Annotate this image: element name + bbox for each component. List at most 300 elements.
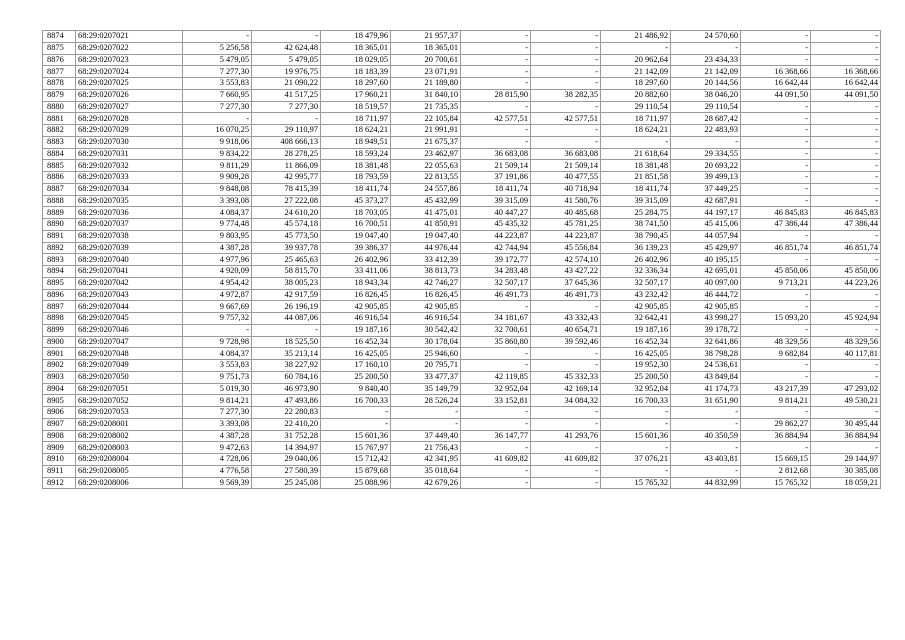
cell-value-col-9: 2 812,68 (741, 465, 811, 477)
cell-value-col-6: 41 580,76 (531, 195, 601, 207)
cell-value-col-10: - (811, 442, 881, 454)
cell-value-col-8: 21 142,09 (671, 66, 741, 78)
cell-value-col-10: - (811, 289, 881, 301)
cell-value-col-4: 31 840,10 (391, 89, 461, 101)
cell-value-col-8: - (671, 465, 741, 477)
cell-value-col-7: 16 425,05 (601, 348, 671, 360)
table-row (43, 183, 881, 195)
cell-value-col-10: 16 642,44 (811, 78, 881, 90)
cell-value-col-4: 38 813,73 (391, 266, 461, 278)
cell-value-col-3: 45 373,27 (321, 195, 391, 207)
cell-value-col-4: 42 905,85 (391, 301, 461, 313)
cell-value-col-10: 44 223,26 (811, 277, 881, 289)
cell-value-col-5: - (461, 136, 531, 148)
cell-value-col-10: - (811, 254, 881, 266)
cell-value-col-4: 21 756,43 (391, 442, 461, 454)
cell-row-number: 8895 (43, 277, 76, 289)
cell-value-col-8: 29 334,55 (671, 148, 741, 160)
cell-value-col-9: 29 862,27 (741, 418, 811, 430)
cell-value-col-5: 35 860,80 (461, 336, 531, 348)
cell-value-col-7: 16 700,33 (601, 395, 671, 407)
cell-value-col-10: - (811, 125, 881, 137)
cell-value-col-3: 18 519,57 (321, 101, 391, 113)
cell-value-col-3: 9 840,40 (321, 383, 391, 395)
cell-row-number: 8910 (43, 454, 76, 466)
cell-value-col-2: 60 784,16 (252, 371, 321, 383)
cell-value-col-1: 3 553,83 (183, 78, 252, 90)
cell-cadastral-code: 68:29:0207042 (76, 277, 183, 289)
cadastral-value-table (42, 30, 881, 489)
cell-value-col-8: 38 798,28 (671, 348, 741, 360)
table-row (43, 113, 881, 125)
cell-value-col-8: 40 350,59 (671, 430, 741, 442)
cell-value-col-9: 16 368,66 (741, 66, 811, 78)
cell-cadastral-code: 68:29:0207026 (76, 89, 183, 101)
cell-value-col-3: 18 381,48 (321, 160, 391, 172)
table-row (43, 101, 881, 113)
cell-value-col-2: - (252, 31, 321, 43)
cell-value-col-8: 42 905,85 (671, 301, 741, 313)
cell-value-col-10: 48 329,56 (811, 336, 881, 348)
cell-value-col-9: - (741, 301, 811, 313)
cell-value-col-7: 25 284,75 (601, 207, 671, 219)
cell-value-col-8: 40 195,15 (671, 254, 741, 266)
cell-value-col-7: 21 618,64 (601, 148, 671, 160)
cell-value-col-2: 25 465,63 (252, 254, 321, 266)
cell-value-col-5: 32 507,17 (461, 277, 531, 289)
table-row (43, 66, 881, 78)
cell-value-col-7: 26 402,96 (601, 254, 671, 266)
cell-row-number: 8906 (43, 407, 76, 419)
cell-row-number: 8896 (43, 289, 76, 301)
cell-value-col-8: 22 483,93 (671, 125, 741, 137)
cell-value-col-4: - (391, 407, 461, 419)
table-row (43, 465, 881, 477)
cell-value-col-9: - (741, 360, 811, 372)
cell-row-number: 8909 (43, 442, 76, 454)
table-row (43, 324, 881, 336)
table-body (43, 31, 881, 489)
table-row (43, 42, 881, 54)
cell-value-col-2: 46 973,90 (252, 383, 321, 395)
cell-cadastral-code: 68:29:0207040 (76, 254, 183, 266)
cell-value-col-5: 18 411,74 (461, 183, 531, 195)
cell-value-col-4: 22 055,63 (391, 160, 461, 172)
table-row (43, 395, 881, 407)
cell-value-col-2: 28 278,25 (252, 148, 321, 160)
cell-value-col-7: 36 139,23 (601, 242, 671, 254)
cell-value-col-5: 21 509,14 (461, 160, 531, 172)
cell-value-col-7: - (601, 407, 671, 419)
cell-value-col-2: 21 090,22 (252, 78, 321, 90)
cell-value-col-5: 34 283,48 (461, 266, 531, 278)
cell-row-number: 8880 (43, 101, 76, 113)
cell-value-col-5: 44 223,87 (461, 230, 531, 242)
cell-value-col-4: 16 826,45 (391, 289, 461, 301)
cell-value-col-4: 21 675,37 (391, 136, 461, 148)
cell-value-col-4: 37 449,40 (391, 430, 461, 442)
table-row (43, 407, 881, 419)
cell-value-col-6: 40 477,55 (531, 172, 601, 184)
cell-value-col-5: 39 315,09 (461, 195, 531, 207)
cell-cadastral-code: 68:29:0208001 (76, 418, 183, 430)
cell-value-col-9: - (741, 289, 811, 301)
cell-cadastral-code: 68:29:0207021 (76, 31, 183, 43)
cell-cadastral-code: 68:29:0207025 (76, 78, 183, 90)
cell-value-col-5: 33 152,81 (461, 395, 531, 407)
cell-value-col-1: 3 393,08 (183, 195, 252, 207)
cell-value-col-1: 16 070,25 (183, 125, 252, 137)
cell-value-col-7: - (601, 465, 671, 477)
cell-value-col-6: 37 645,36 (531, 277, 601, 289)
cell-value-col-1: 9 667,69 (183, 301, 252, 313)
cell-value-col-1: 3 393,08 (183, 418, 252, 430)
cell-row-number: 8874 (43, 31, 76, 43)
cell-cadastral-code: 68:29:0207049 (76, 360, 183, 372)
cell-value-col-3: 18 793,59 (321, 172, 391, 184)
cell-value-col-1: 9 751,73 (183, 371, 252, 383)
cell-value-col-8: 39 178,72 (671, 324, 741, 336)
cell-value-col-9: 16 642,44 (741, 78, 811, 90)
cell-cadastral-code: 68:29:0207053 (76, 407, 183, 419)
cell-value-col-10: 18 059,21 (811, 477, 881, 489)
cell-row-number: 8875 (43, 42, 76, 54)
cell-value-col-3: 18 479,96 (321, 31, 391, 43)
cell-value-col-2: - (252, 113, 321, 125)
cell-value-col-4: 21 957,37 (391, 31, 461, 43)
cell-value-col-5: - (461, 101, 531, 113)
cell-value-col-9: - (741, 148, 811, 160)
cell-value-col-8: 29 110,54 (671, 101, 741, 113)
cell-value-col-3: 25 200,50 (321, 371, 391, 383)
cell-value-col-5: - (461, 54, 531, 66)
cell-value-col-6: 40 718,94 (531, 183, 601, 195)
cell-value-col-4: 22 105,84 (391, 113, 461, 125)
cell-value-col-2: 35 213,14 (252, 348, 321, 360)
cell-value-col-10: - (811, 230, 881, 242)
cell-value-col-6: 41 609,82 (531, 454, 601, 466)
cell-value-col-6: - (531, 31, 601, 43)
table-row (43, 31, 881, 43)
cell-value-col-1: 4 728,06 (183, 454, 252, 466)
cell-row-number: 8893 (43, 254, 76, 266)
cell-value-col-9: - (741, 254, 811, 266)
cell-value-col-2: 24 610,20 (252, 207, 321, 219)
cell-value-col-9: - (741, 54, 811, 66)
cell-row-number: 8905 (43, 395, 76, 407)
cell-value-col-10: - (811, 195, 881, 207)
cell-value-col-8: 28 687,42 (671, 113, 741, 125)
cell-value-col-10: 30 495,44 (811, 418, 881, 430)
cell-value-col-6: 39 592,46 (531, 336, 601, 348)
cell-value-col-8: 20 693,22 (671, 160, 741, 172)
cell-cadastral-code: 68:29:0208002 (76, 430, 183, 442)
table-row (43, 430, 881, 442)
cell-value-col-6: 21 509,14 (531, 160, 601, 172)
cell-value-col-3: 25 088,96 (321, 477, 391, 489)
cell-value-col-10: 47 293,02 (811, 383, 881, 395)
cell-value-col-6: 45 332,33 (531, 371, 601, 383)
table-row (43, 477, 881, 489)
cell-value-col-8: - (671, 418, 741, 430)
cell-cadastral-code: 68:29:0208004 (76, 454, 183, 466)
cell-value-col-8: 24 570,60 (671, 31, 741, 43)
table-row (43, 160, 881, 172)
cell-value-col-7: 38 790,45 (601, 230, 671, 242)
cell-value-col-6: - (531, 42, 601, 54)
cell-value-col-1: 9 472,63 (183, 442, 252, 454)
cell-value-col-5: - (461, 477, 531, 489)
cell-cadastral-code: 68:29:0207051 (76, 383, 183, 395)
cell-value-col-10: 29 144,97 (811, 454, 881, 466)
cell-value-col-1: 7 660,95 (183, 89, 252, 101)
cell-value-col-3: 18 949,51 (321, 136, 391, 148)
cell-value-col-6: - (531, 348, 601, 360)
cell-value-col-2: 22 280,83 (252, 407, 321, 419)
cell-value-col-2: 22 410,20 (252, 418, 321, 430)
cell-value-col-3: 17 960,21 (321, 89, 391, 101)
table-row (43, 254, 881, 266)
cell-value-col-5: - (461, 407, 531, 419)
cell-value-col-1: 9 757,32 (183, 313, 252, 325)
cell-row-number: 8876 (43, 54, 76, 66)
cell-value-col-8: 31 651,90 (671, 395, 741, 407)
table-row (43, 313, 881, 325)
cell-value-col-6: - (531, 407, 601, 419)
cell-value-col-3: 16 826,45 (321, 289, 391, 301)
cell-value-col-2: 29 040,06 (252, 454, 321, 466)
cell-row-number: 8891 (43, 230, 76, 242)
cell-row-number: 8908 (43, 430, 76, 442)
cell-value-col-4: 45 432,99 (391, 195, 461, 207)
cell-value-col-9: 44 091,50 (741, 89, 811, 101)
cell-value-col-4: 46 916,54 (391, 313, 461, 325)
cell-value-col-5: 36 147,77 (461, 430, 531, 442)
cell-value-col-7: - (601, 418, 671, 430)
table-row (43, 301, 881, 313)
cell-row-number: 8901 (43, 348, 76, 360)
cell-cadastral-code: 68:29:0207045 (76, 313, 183, 325)
cell-value-col-3: 16 700,51 (321, 219, 391, 231)
cell-value-col-5: 40 447,27 (461, 207, 531, 219)
cell-row-number: 8881 (43, 113, 76, 125)
cell-value-col-7: 18 711,97 (601, 113, 671, 125)
cell-value-col-3: - (321, 407, 391, 419)
cell-cadastral-code: 68:29:0207028 (76, 113, 183, 125)
cell-value-col-1: 9 834,22 (183, 148, 252, 160)
cell-value-col-10: - (811, 113, 881, 125)
cell-value-col-8: 24 536,61 (671, 360, 741, 372)
cell-value-col-4: - (391, 418, 461, 430)
cell-value-col-4: 33 477,37 (391, 371, 461, 383)
cell-value-col-8: 43 403,81 (671, 454, 741, 466)
cell-value-col-7: 38 741,50 (601, 219, 671, 231)
cell-cadastral-code: 68:29:0207036 (76, 207, 183, 219)
cell-value-col-4: 41 850,91 (391, 219, 461, 231)
cell-value-col-6: 41 293,76 (531, 430, 601, 442)
cell-value-col-10: 46 845,83 (811, 207, 881, 219)
cell-cadastral-code: 68:29:0207024 (76, 66, 183, 78)
cell-value-col-2: 29 110,97 (252, 125, 321, 137)
cell-value-col-10: - (811, 148, 881, 160)
cell-row-number: 8890 (43, 219, 76, 231)
cell-value-col-8: 45 415,06 (671, 219, 741, 231)
cell-value-col-7: 19 187,16 (601, 324, 671, 336)
cell-value-col-1: 4 084,37 (183, 348, 252, 360)
cell-value-col-1: 9 848,08 (183, 183, 252, 195)
cell-value-col-2: 27 222,08 (252, 195, 321, 207)
cell-value-col-8: 44 832,99 (671, 477, 741, 489)
spreadsheet-page (42, 30, 881, 489)
table-row (43, 348, 881, 360)
cell-value-col-7: 32 642,41 (601, 313, 671, 325)
cell-cadastral-code: 68:29:0207047 (76, 336, 183, 348)
cell-value-col-1: 9 909,28 (183, 172, 252, 184)
cell-value-col-7: 18 381,48 (601, 160, 671, 172)
cell-row-number: 8889 (43, 207, 76, 219)
cell-value-col-9: 15 093,20 (741, 313, 811, 325)
cell-value-col-7: 18 297,60 (601, 78, 671, 90)
cell-value-col-7: 20 962,64 (601, 54, 671, 66)
cell-row-number: 8887 (43, 183, 76, 195)
cell-value-col-3: 46 916,54 (321, 313, 391, 325)
cell-value-col-1: 7 277,30 (183, 66, 252, 78)
table-row (43, 454, 881, 466)
cell-value-col-5: - (461, 442, 531, 454)
cell-cadastral-code: 68:29:0207052 (76, 395, 183, 407)
cell-value-col-5: - (461, 301, 531, 313)
cell-cadastral-code: 68:29:0207041 (76, 266, 183, 278)
cell-value-col-1: 4 920,09 (183, 266, 252, 278)
cell-value-col-9: - (741, 230, 811, 242)
cell-row-number: 8883 (43, 136, 76, 148)
cell-value-col-4: 42 679,26 (391, 477, 461, 489)
cell-value-col-4: 20 795,71 (391, 360, 461, 372)
cell-cadastral-code: 68:29:0207037 (76, 219, 183, 231)
cell-value-col-5: 42 577,51 (461, 113, 531, 125)
cell-cadastral-code: 68:29:0207027 (76, 101, 183, 113)
cell-value-col-2: 42 917,59 (252, 289, 321, 301)
cell-value-col-5: 32 952,04 (461, 383, 531, 395)
cell-value-col-4: 18 365,01 (391, 42, 461, 54)
cell-value-col-5: - (461, 66, 531, 78)
cell-value-col-10: 45 850,06 (811, 266, 881, 278)
cell-value-col-7: 19 952,30 (601, 360, 671, 372)
cell-value-col-2: 39 937,78 (252, 242, 321, 254)
cell-value-col-10: - (811, 183, 881, 195)
cell-value-col-5: 45 435,32 (461, 219, 531, 231)
cell-value-col-10: 44 091,50 (811, 89, 881, 101)
cell-row-number: 8884 (43, 148, 76, 160)
cell-value-col-7: 21 142,09 (601, 66, 671, 78)
cell-value-col-3: 16 425,05 (321, 348, 391, 360)
cell-value-col-9: 9 713,21 (741, 277, 811, 289)
cell-value-col-2: 45 773,50 (252, 230, 321, 242)
table-row (43, 442, 881, 454)
cell-value-col-1: 4 387,28 (183, 242, 252, 254)
cell-value-col-7: 32 336,34 (601, 266, 671, 278)
cell-value-col-10: - (811, 301, 881, 313)
cell-value-col-9: - (741, 113, 811, 125)
cell-row-number: 8877 (43, 66, 76, 78)
cell-value-col-1: - (183, 113, 252, 125)
cell-value-col-7: 21 486,92 (601, 31, 671, 43)
cell-value-col-10: - (811, 360, 881, 372)
cell-value-col-1: 5 019,30 (183, 383, 252, 395)
cell-value-col-9: - (741, 371, 811, 383)
cell-value-col-3: 15 712,42 (321, 454, 391, 466)
cell-value-col-3: 18 183,39 (321, 66, 391, 78)
cell-value-col-1: 4 954,42 (183, 277, 252, 289)
cell-value-col-8: 45 429,97 (671, 242, 741, 254)
cell-value-col-10: 46 851,74 (811, 242, 881, 254)
cell-value-col-9: 36 884,94 (741, 430, 811, 442)
cell-value-col-6: 45 781,25 (531, 219, 601, 231)
cell-value-col-1: 9 811,29 (183, 160, 252, 172)
cell-value-col-9: - (741, 101, 811, 113)
cell-value-col-5: 42 119,85 (461, 371, 531, 383)
cell-value-col-10: 30 385,08 (811, 465, 881, 477)
cell-value-col-10: - (811, 101, 881, 113)
cell-value-col-8: 44 057,94 (671, 230, 741, 242)
cell-value-col-4: 21 189,80 (391, 78, 461, 90)
cell-row-number: 8892 (43, 242, 76, 254)
cell-value-col-9: - (741, 125, 811, 137)
cell-row-number: 8885 (43, 160, 76, 172)
cell-value-col-6: 42 169,14 (531, 383, 601, 395)
cell-value-col-4: 30 178,04 (391, 336, 461, 348)
cell-value-col-5: 41 609,82 (461, 454, 531, 466)
cell-value-col-5: - (461, 360, 531, 372)
cell-value-col-4: 35 018,64 (391, 465, 461, 477)
cell-value-col-1: 4 977,96 (183, 254, 252, 266)
cell-value-col-3: 18 711,97 (321, 113, 391, 125)
cell-value-col-4: 35 149,79 (391, 383, 461, 395)
cell-value-col-5: 39 172,77 (461, 254, 531, 266)
cell-value-col-3: 18 029,05 (321, 54, 391, 66)
cell-value-col-6: - (531, 301, 601, 313)
cell-value-col-7: - (601, 42, 671, 54)
cell-value-col-1: 9 569,39 (183, 477, 252, 489)
cell-value-col-8: 37 449,25 (671, 183, 741, 195)
cell-value-col-9: - (741, 160, 811, 172)
cell-row-number: 8903 (43, 371, 76, 383)
table-row (43, 289, 881, 301)
cell-cadastral-code: 68:29:0207029 (76, 125, 183, 137)
cell-value-col-4: 23 462,97 (391, 148, 461, 160)
cell-value-col-7: 42 905,85 (601, 301, 671, 313)
table-row (43, 195, 881, 207)
table-row (43, 172, 881, 184)
table-row (43, 266, 881, 278)
table-row (43, 418, 881, 430)
cell-value-col-7: 39 315,09 (601, 195, 671, 207)
cell-value-col-7: 18 411,74 (601, 183, 671, 195)
cell-value-col-4: 41 475,01 (391, 207, 461, 219)
cell-cadastral-code: 68:29:0207046 (76, 324, 183, 336)
cell-value-col-1: 4 084,37 (183, 207, 252, 219)
table-row (43, 230, 881, 242)
table-row (43, 277, 881, 289)
cell-cadastral-code: 68:29:0207043 (76, 289, 183, 301)
cell-value-col-9: - (741, 42, 811, 54)
cell-value-col-6: 46 491,73 (531, 289, 601, 301)
table-row (43, 125, 881, 137)
cell-value-col-9: 9 682,84 (741, 348, 811, 360)
cell-value-col-8: 43 998,27 (671, 313, 741, 325)
cell-value-col-10: - (811, 407, 881, 419)
cell-value-col-6: 43 427,22 (531, 266, 601, 278)
